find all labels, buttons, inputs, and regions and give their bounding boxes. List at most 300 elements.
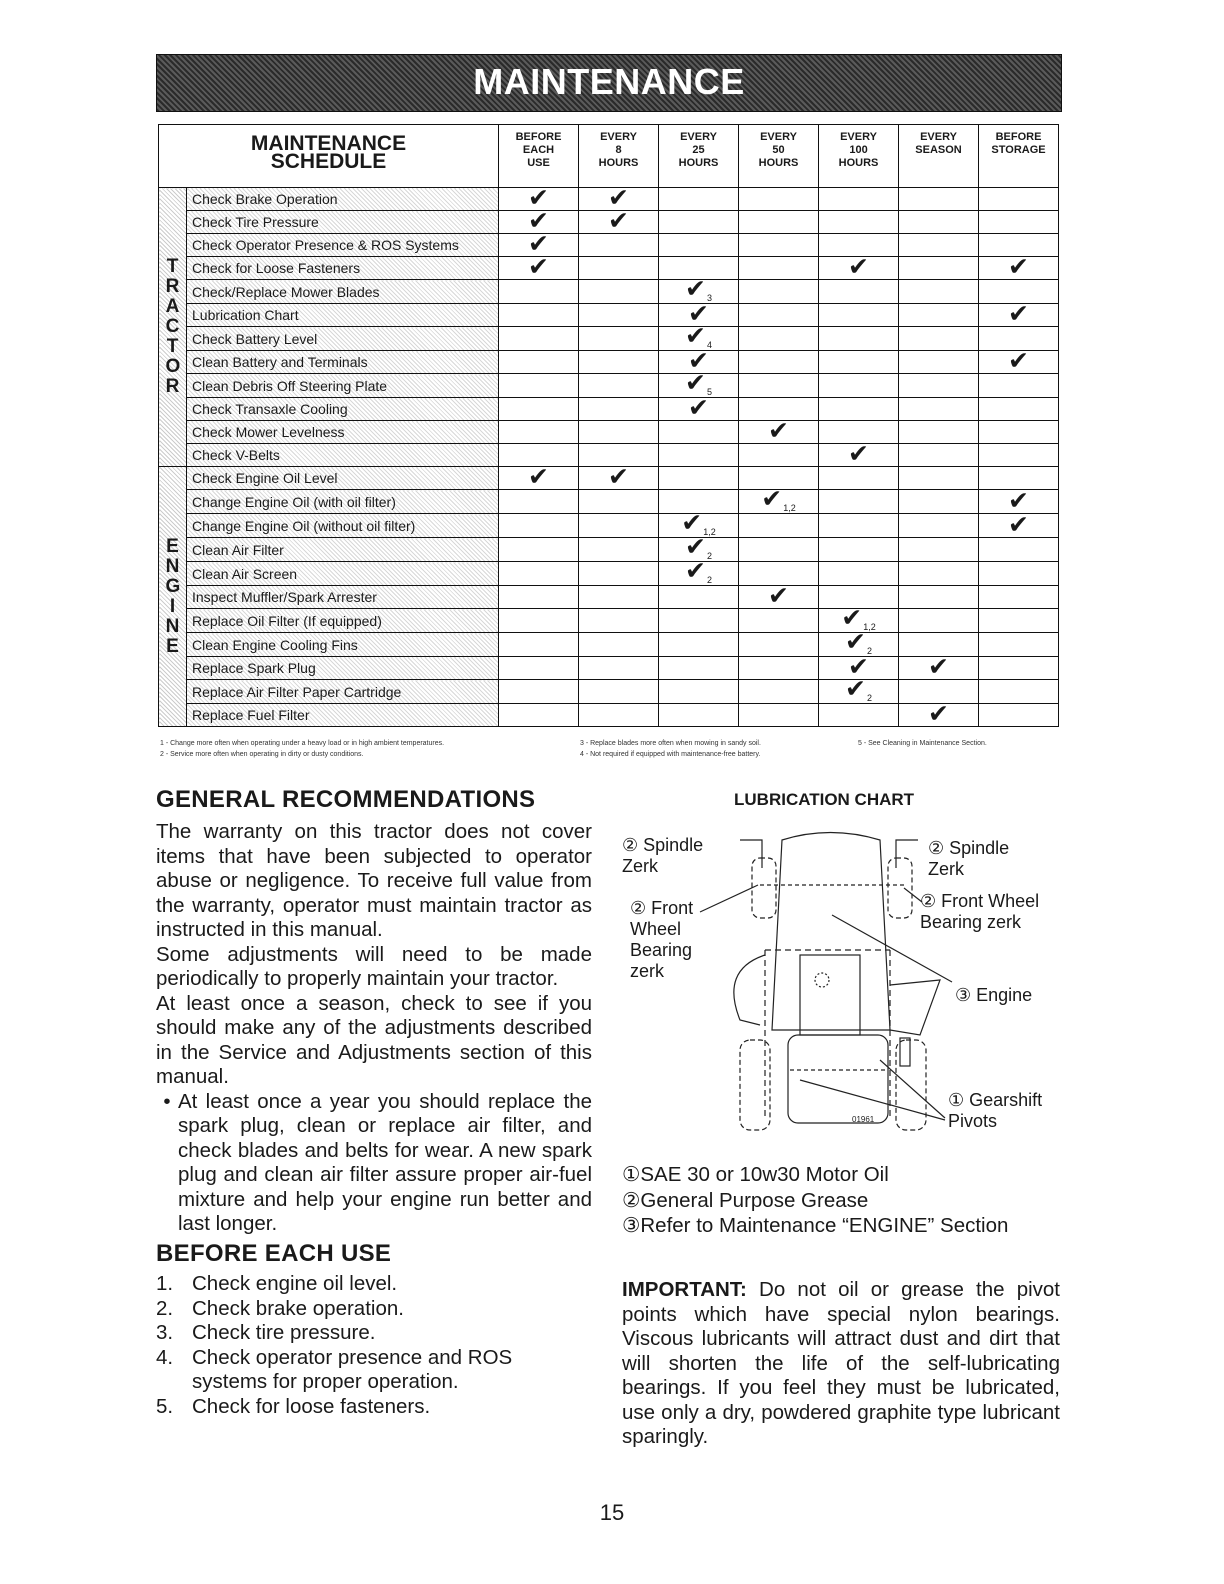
engine-cap: [815, 973, 829, 987]
schedule-cell: [979, 374, 1059, 398]
schedule-cell: [499, 280, 579, 304]
schedule-cell: [819, 374, 899, 398]
schedule-cell: [979, 680, 1059, 704]
gearshift-leader-1: [800, 1080, 945, 1120]
schedule-cell: [979, 304, 1059, 327]
schedule-cell: [659, 657, 739, 680]
gearshift-lever: [900, 1038, 910, 1066]
schedule-cell: [499, 609, 579, 633]
schedule-cell: [579, 421, 659, 444]
schedule-cell: [979, 633, 1059, 657]
general-bullet: • At least once a year you should replace the spark plug, clean or replace air filter, and check blades and belts for wear. A new spark plug and clean air filter assure proper air-fuel mixture and help your engine run better and last longer.: [156, 1090, 592, 1237]
schedule-cell: [979, 211, 1059, 234]
schedule-cell: [579, 444, 659, 467]
lubrication-chart-title: LUBRICATION CHART: [734, 790, 915, 809]
task-name: Clean Battery and Terminals: [187, 351, 499, 374]
schedule-cell: [739, 444, 819, 467]
task-name: Lubrication Chart: [187, 304, 499, 327]
schedule-cell: [979, 586, 1059, 609]
schedule-cell: [739, 657, 819, 680]
schedule-cell: [899, 327, 979, 351]
schedule-cell: [739, 351, 819, 374]
schedule-cell: [979, 609, 1059, 633]
front-wheel-left: [752, 858, 776, 918]
schedule-cell: [659, 538, 739, 562]
schedule-cell: [499, 562, 579, 586]
column-header: EVERY 25 HOURS: [659, 125, 739, 188]
schedule-cell: [579, 327, 659, 351]
label-spindle-zerk-left: ② Spindle Zerk: [622, 835, 704, 876]
schedule-cell: [819, 188, 899, 211]
checkmark-icon: ✔: [608, 210, 629, 234]
schedule-cell: [499, 351, 579, 374]
schedule-cell: [819, 444, 899, 467]
schedule-cell: [739, 327, 819, 351]
transaxle: [788, 1035, 888, 1123]
schedule-cell: [659, 562, 739, 586]
checkmark-icon: ✔: [688, 397, 709, 421]
lubrication-legend: [622, 1162, 1008, 1239]
table-row: [159, 514, 1059, 538]
checkmark-icon: ✔: [608, 187, 629, 211]
checkmark-icon: ✔: [1008, 303, 1029, 327]
schedule-cell: [659, 444, 739, 467]
checkmark-icon: ✔: [685, 279, 706, 303]
schedule-cell: [579, 657, 659, 680]
task-name: Check Battery Level: [187, 327, 499, 351]
checkmark-icon: ✔: [1008, 513, 1029, 538]
schedule-cell: [579, 304, 659, 327]
label-engine: ③ Engine: [955, 985, 1033, 1005]
table-row: [159, 280, 1059, 304]
schedule-cell: [739, 421, 819, 444]
footnote-ref: 1,2: [703, 527, 716, 537]
checkmark-icon: ✔: [841, 608, 863, 632]
checkmark-icon: ✔: [928, 703, 949, 727]
footnotes-col1: 1 - Change more often when operating under a heavy load or in high ambient temperatures. 2 - Service more often when operating in dirty or dusty conditions.: [160, 740, 445, 758]
schedule-cell: [899, 562, 979, 586]
table-row: [159, 704, 1059, 727]
schedule-cell: [659, 257, 739, 280]
label-front-wheel-bearing-right: ② Front Wheel Bearing zerk: [920, 891, 1040, 932]
checkmark-icon: ✔: [768, 420, 789, 444]
schedule-cell: [579, 351, 659, 374]
schedule-cell: [659, 327, 739, 351]
schedule-cell: [899, 188, 979, 211]
footnote-ref: 1,2: [863, 622, 876, 632]
schedule-cell: [819, 257, 899, 280]
schedule-cell: [979, 280, 1059, 304]
checkmark-icon: ✔: [848, 656, 869, 680]
schedule-cell: [579, 514, 659, 538]
task-name: Check Engine Oil Level: [187, 467, 499, 490]
task-name: Check/Replace Mower Blades: [187, 280, 499, 304]
list-item-text: Check engine oil level.: [192, 1272, 398, 1295]
footnote-ref: 2: [706, 575, 712, 585]
schedule-cell: [659, 398, 739, 421]
table-row: [159, 444, 1059, 467]
schedule-cell: [499, 327, 579, 351]
tractor-hood: [772, 833, 890, 1031]
checkmark-icon: ✔: [528, 210, 549, 234]
checkmark-icon: ✔: [528, 466, 549, 490]
table-row: [159, 327, 1059, 351]
schedule-cell: [979, 421, 1059, 444]
footnote-ref: 2: [706, 551, 712, 561]
schedule-cell: [499, 421, 579, 444]
checkmark-icon: ✔: [845, 632, 866, 656]
table-row: [159, 490, 1059, 514]
schedule-cell: [579, 374, 659, 398]
schedule-cell: [819, 304, 899, 327]
list-item-text: Check brake operation.: [192, 1296, 404, 1320]
schedule-cell: [499, 211, 579, 234]
important-text: Do not oil or grease the pivot points which have special nylon bearings. Viscous lubricants will attract dust and dirt that will shorten the life of the self-lubricating bearings. If you feel they must be lubricated, use only a dry, powdered graphite type lubricant sparingly.: [622, 1278, 1060, 1448]
schedule-cell: [979, 398, 1059, 421]
list-item: [156, 1346, 576, 1395]
table-row: [159, 421, 1059, 444]
schedule-cell: [819, 211, 899, 234]
checkmark-icon: ✔: [528, 233, 549, 257]
schedule-cell: [899, 421, 979, 444]
checkmark-icon: ✔: [1008, 489, 1029, 514]
checkmark-icon: ✔: [848, 256, 869, 280]
schedule-cell: [499, 633, 579, 657]
schedule-cell: [659, 374, 739, 398]
schedule-cell: [739, 514, 819, 538]
task-name: Check Mower Levelness: [187, 421, 499, 444]
schedule-cell: [899, 444, 979, 467]
schedule-cell: [899, 538, 979, 562]
schedule-cell: [819, 514, 899, 538]
checkmark-icon: ✔: [761, 489, 783, 513]
schedule-cell: [739, 490, 819, 514]
schedule-cell: [659, 490, 739, 514]
maintenance-schedule-table: [158, 124, 1059, 727]
schedule-cell: [579, 234, 659, 257]
schedule-cell: [739, 633, 819, 657]
task-name: Check V-Belts: [187, 444, 499, 467]
column-header: EVERY 100 HOURS: [819, 125, 899, 188]
schedule-cell: [739, 188, 819, 211]
schedule-cell: [899, 374, 979, 398]
schedule-cell: [899, 633, 979, 657]
table-row: [159, 680, 1059, 704]
schedule-cell: [899, 609, 979, 633]
schedule-cell: [579, 704, 659, 727]
list-item-text: Check for loose fasteners.: [192, 1394, 431, 1418]
important-label: IMPORTANT:: [622, 1278, 747, 1301]
table-row: [159, 586, 1059, 609]
label-front-wheel-bearing-left: ② Front Wheel Bearing zerk: [630, 898, 694, 981]
schedule-cell: [739, 211, 819, 234]
schedule-cell: [899, 490, 979, 514]
list-item-number: 4.: [156, 1345, 174, 1369]
column-header: EVERY 8 HOURS: [579, 125, 659, 188]
schedule-cell: [979, 351, 1059, 374]
footnote-ref: 2: [866, 693, 872, 703]
schedule-cell: [579, 680, 659, 704]
schedule-cell: [579, 633, 659, 657]
list-item-number: 3.: [156, 1321, 174, 1344]
table-row: [159, 188, 1059, 211]
task-name: Change Engine Oil (without oil filter): [187, 514, 499, 538]
table-row: [159, 257, 1059, 280]
table-row: [159, 633, 1059, 657]
section-label: ENGINE: [159, 467, 187, 727]
schedule-cell: [579, 280, 659, 304]
task-name: Change Engine Oil (with oil filter): [187, 490, 499, 514]
checkmark-icon: ✔: [685, 326, 706, 350]
schedule-cell: [739, 374, 819, 398]
schedule-cell: [979, 538, 1059, 562]
checkmark-icon: ✔: [1008, 256, 1029, 280]
schedule-cell: [659, 304, 739, 327]
schedule-cell: [899, 234, 979, 257]
schedule-title: MAINTENANCE SCHEDULE: [159, 125, 499, 188]
checkmark-icon: ✔: [845, 679, 866, 703]
column-header: EVERY SEASON: [899, 125, 979, 188]
label-gearshift-pivots: ① Gearshift Pivots: [948, 1090, 1043, 1131]
schedule-cell: [899, 211, 979, 234]
schedule-cell: [979, 490, 1059, 514]
spindle-leader-left: [740, 840, 762, 868]
table-row: [159, 398, 1059, 421]
schedule-cell: [499, 680, 579, 704]
schedule-cell: [739, 704, 819, 727]
schedule-cell: [499, 374, 579, 398]
list-item: [156, 1321, 576, 1346]
schedule-cell: [899, 351, 979, 374]
list-item-text: Check operator presence and ROS systems for proper operation.: [192, 1345, 513, 1393]
footnote-ref: 3: [706, 293, 712, 303]
schedule-cell: [499, 234, 579, 257]
schedule-cell: [979, 444, 1059, 467]
schedule-cell: [739, 586, 819, 609]
general-paragraph: Some adjustments will need to be made periodically to properly maintain your tractor.: [156, 942, 592, 990]
task-name: Check Operator Presence & ROS Systems: [187, 234, 499, 257]
schedule-cell: [739, 538, 819, 562]
task-name: Clean Debris Off Steering Plate: [187, 374, 499, 398]
checkmark-icon: ✔: [685, 373, 706, 397]
schedule-cell: [899, 657, 979, 680]
schedule-cell: [819, 680, 899, 704]
task-name: Replace Spark Plug: [187, 657, 499, 680]
schedule-cell: [819, 609, 899, 633]
general-body: [156, 820, 592, 1237]
schedule-cell: [579, 188, 659, 211]
schedule-cell: [819, 467, 899, 490]
schedule-cell: [579, 211, 659, 234]
column-header: BEFORE STORAGE: [979, 125, 1059, 188]
column-header: BEFORE EACH USE: [499, 125, 579, 188]
schedule-cell: [819, 704, 899, 727]
schedule-cell: [739, 467, 819, 490]
schedule-cell: [979, 257, 1059, 280]
spindle-leader-right: [896, 840, 918, 868]
table-row: [159, 304, 1059, 327]
task-name: Check Transaxle Cooling: [187, 398, 499, 421]
schedule-cell: [659, 704, 739, 727]
checkmark-icon: ✔: [928, 656, 949, 680]
schedule-cell: [819, 234, 899, 257]
list-item-number: 5.: [156, 1394, 174, 1418]
list-item-number: 2.: [156, 1296, 174, 1320]
schedule-cell: [659, 421, 739, 444]
footnote-ref: 2: [866, 646, 872, 656]
schedule-cell: [579, 562, 659, 586]
schedule-cell: [739, 680, 819, 704]
checkmark-icon: ✔: [688, 350, 709, 374]
list-item: [156, 1297, 576, 1322]
checkmark-icon: ✔: [768, 585, 789, 609]
schedule-cell: [899, 280, 979, 304]
schedule-cell: [819, 490, 899, 514]
schedule-cell: [739, 562, 819, 586]
table-row: [159, 374, 1059, 398]
schedule-cell: [499, 657, 579, 680]
task-name: Replace Air Filter Paper Cartridge: [187, 680, 499, 704]
schedule-cell: [499, 398, 579, 421]
schedule-cell: [979, 562, 1059, 586]
table-row: [159, 467, 1059, 490]
schedule-cell: [499, 490, 579, 514]
banner-title: MAINTENANCE: [473, 61, 745, 102]
gearshift-leader-2: [880, 1060, 945, 1118]
rear-fender-left: [734, 955, 765, 1025]
checkmark-icon: ✔: [848, 443, 869, 467]
legend-item: ①SAE 30 or 10w30 Motor Oil: [622, 1163, 889, 1186]
task-name: Check Brake Operation: [187, 188, 499, 211]
checkmark-icon: ✔: [1008, 350, 1029, 374]
schedule-cell: [899, 257, 979, 280]
footnotes-col3: 5 - See Cleaning in Maintenance Section.: [858, 740, 987, 747]
rear-fender-right: [890, 980, 940, 1035]
task-name: Check Tire Pressure: [187, 211, 499, 234]
footnote-ref: 1,2: [783, 503, 796, 513]
checkmark-icon: ✔: [685, 537, 706, 561]
before-each-use-list: [156, 1272, 576, 1419]
schedule-cell: [899, 304, 979, 327]
schedule-cell: [659, 586, 739, 609]
table-row: [159, 562, 1059, 586]
footnote-ref: 5: [706, 387, 712, 397]
schedule-cell: [979, 514, 1059, 538]
schedule-cell: [659, 234, 739, 257]
schedule-cell: [659, 188, 739, 211]
list-item: [156, 1272, 576, 1297]
schedule-cell: [579, 538, 659, 562]
schedule-cell: [659, 351, 739, 374]
schedule-cell: [899, 704, 979, 727]
schedule-cell: [579, 467, 659, 490]
checkmark-icon: ✔: [685, 561, 706, 585]
task-name: Replace Oil Filter (If equipped): [187, 609, 499, 633]
checkmark-icon: ✔: [681, 513, 703, 537]
schedule-cell: [979, 657, 1059, 680]
task-name: Clean Air Filter: [187, 538, 499, 562]
schedule-cell: [499, 257, 579, 280]
schedule-cell: [499, 704, 579, 727]
table-row: [159, 657, 1059, 680]
table-row: [159, 211, 1059, 234]
schedule-cell: [899, 680, 979, 704]
legend-item: ②General Purpose Grease: [622, 1188, 869, 1212]
schedule-cell: [659, 280, 739, 304]
schedule-cell: [499, 188, 579, 211]
schedule-cell: [979, 327, 1059, 351]
schedule-cell: [659, 467, 739, 490]
page-banner: [156, 54, 1062, 112]
front-wheel-right: [888, 858, 912, 918]
schedule-cell: [739, 398, 819, 421]
schedule-cell: [499, 304, 579, 327]
checkmark-icon: ✔: [608, 466, 629, 490]
list-item-text: Check tire pressure.: [192, 1321, 376, 1344]
schedule-cell: [739, 304, 819, 327]
checkmark-icon: ✔: [528, 256, 549, 280]
task-name: Clean Air Screen: [187, 562, 499, 586]
task-name: Replace Fuel Filter: [187, 704, 499, 727]
footnotes-col2: 3 - Replace blades more often when mowing in sandy soil. 4 - Not required if equipped with maintenance-free battery.: [580, 740, 761, 758]
footnote-ref: 4: [706, 340, 712, 350]
schedule-cell: [819, 586, 899, 609]
schedule-cell: [579, 490, 659, 514]
table-row: [159, 234, 1059, 257]
checkmark-icon: ✔: [528, 187, 549, 211]
task-name: Clean Engine Cooling Fins: [187, 633, 499, 657]
task-name: Inspect Muffler/Spark Arrester: [187, 586, 499, 609]
bullet-dot: •: [163, 1089, 171, 1113]
schedule-cell: [659, 211, 739, 234]
schedule-cell: [819, 398, 899, 421]
schedule-header-row: [159, 125, 1059, 188]
schedule-cell: [579, 398, 659, 421]
list-item-number: 1.: [156, 1272, 174, 1295]
diagram-part-number: 01961: [852, 1115, 875, 1124]
schedule-cell: [899, 586, 979, 609]
schedule-cell: [979, 188, 1059, 211]
engine-block: [800, 955, 860, 1035]
schedule-cell: [739, 257, 819, 280]
schedule-cell: [499, 444, 579, 467]
table-row: [159, 538, 1059, 562]
schedule-cell: [899, 467, 979, 490]
schedule-cell: [659, 609, 739, 633]
legend-item: ③Refer to Maintenance “ENGINE” Section: [622, 1214, 1009, 1237]
schedule-cell: [819, 421, 899, 444]
column-header: EVERY 50 HOURS: [739, 125, 819, 188]
schedule-cell: [739, 609, 819, 633]
schedule-cell: [499, 538, 579, 562]
list-item: [156, 1395, 576, 1420]
table-row: [159, 609, 1059, 633]
schedule-cell: [579, 609, 659, 633]
schedule-cell: [979, 704, 1059, 727]
schedule-cell: [499, 467, 579, 490]
schedule-cell: [899, 398, 979, 421]
schedule-cell: [899, 514, 979, 538]
checkmark-icon: ✔: [688, 303, 709, 327]
important-note: [622, 1278, 1060, 1450]
schedule-cell: [499, 586, 579, 609]
section-label: TRACTOR: [159, 188, 187, 467]
schedule-cell: [659, 633, 739, 657]
before-each-use-heading: BEFORE EACH USE: [156, 1240, 392, 1267]
schedule-cell: [819, 327, 899, 351]
schedule-cell: [819, 562, 899, 586]
page-number: 15: [599, 1500, 625, 1525]
